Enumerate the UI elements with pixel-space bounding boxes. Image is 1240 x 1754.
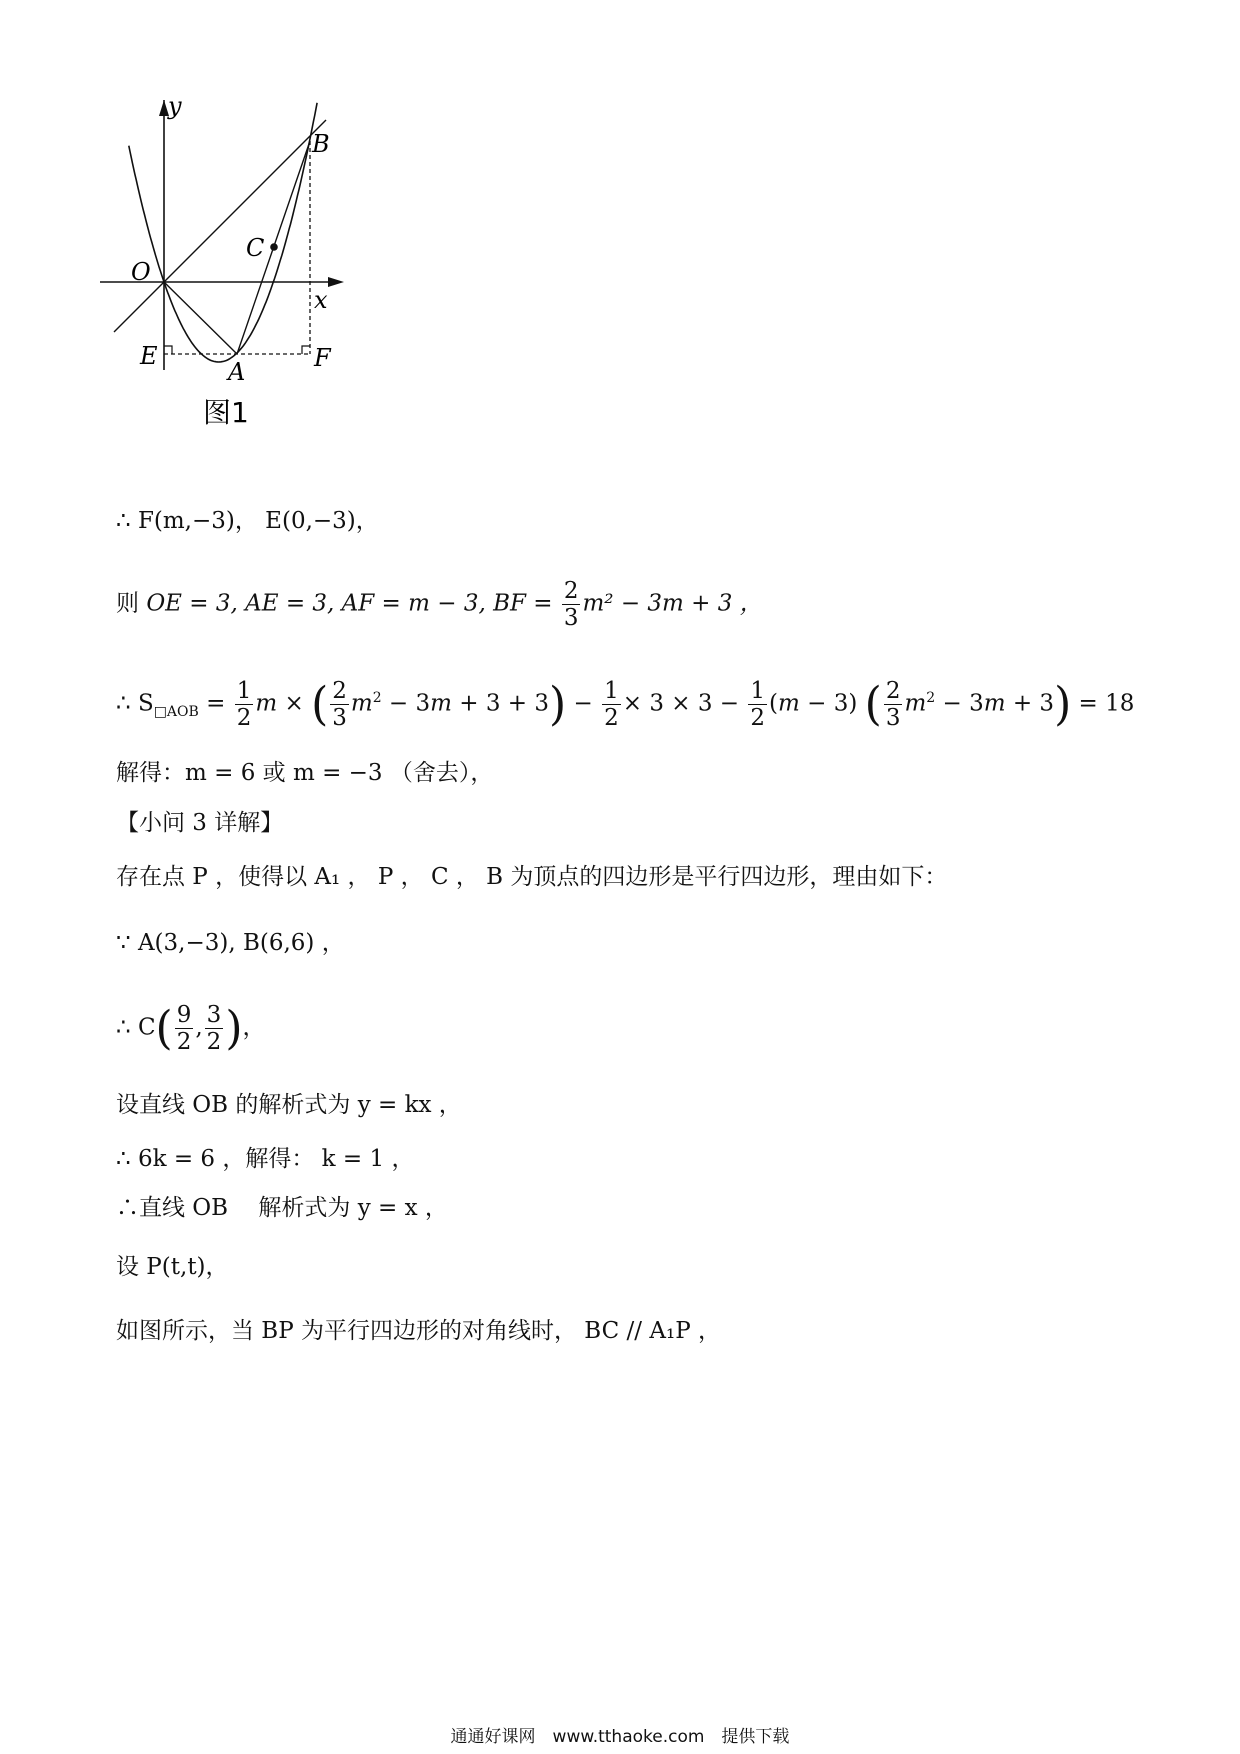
line-lengths-math: OE = 3, AE = 3, AF = m − 3, BF =: [146, 590, 560, 617]
fraction-denominator: 2: [750, 705, 766, 731]
point-e-label: E: [140, 342, 158, 370]
fraction-half: [235, 678, 254, 731]
area-result: = 18: [1078, 690, 1135, 717]
point-b-label: B: [312, 130, 330, 158]
y-axis-label: y: [168, 100, 182, 120]
fraction-denominator: 2: [206, 1029, 222, 1055]
fraction-numerator: 3: [206, 1002, 222, 1028]
line-diagonal-case: 如图所示，当 BP 为平行四边形的对角线时， BC // A₁P ，: [116, 1318, 721, 1344]
point-a-label: A: [228, 358, 246, 386]
line-solve-k: ∴ 6k = 6 ，解得： k = 1 ，: [116, 1146, 415, 1172]
figure-caption: 图1: [203, 396, 249, 429]
area-s-symbol: ∴ S: [116, 690, 154, 717]
fraction-numerator: 1: [604, 678, 619, 704]
fraction-denominator: 3: [563, 605, 579, 631]
fraction-nine-halves: [175, 1002, 194, 1055]
line-ob-expression: ∴直线 OB 解析式为 y = x ，: [116, 1195, 448, 1221]
fraction-half: [748, 678, 767, 731]
fraction-three-halves: [205, 1002, 224, 1055]
fraction-numerator: 2: [563, 578, 579, 604]
line-lengths-suffix: m² − 3m + 3 ，: [582, 590, 763, 617]
fraction-numerator: 9: [176, 1002, 192, 1028]
fraction-half: [602, 678, 621, 731]
line-lengths-prefix: 则: [116, 590, 139, 617]
line-existence-claim: 存在点 P ，使得以 A₁ ， P ， C ， B 为顶点的四边形是平行四边形，理由如下：: [116, 864, 948, 890]
fraction-denominator: 2: [236, 705, 252, 731]
point-f-label: F: [314, 344, 331, 372]
fraction-two-thirds: [884, 678, 903, 731]
figure-1-parabola-diagram: [100, 100, 400, 480]
x-axis-label: x: [314, 286, 328, 314]
line-p-assumption: 设 P(t,t)，: [116, 1254, 229, 1280]
fraction-numerator: 1: [750, 678, 766, 704]
line-f-e-coords: ∴ F(m,−3)， E(0,−3)，: [116, 508, 379, 534]
fraction-numerator: 2: [332, 678, 347, 704]
fraction-two-thirds: [330, 678, 349, 731]
fraction-denominator: 2: [176, 1029, 192, 1055]
line-ob-assumption: 设直线 OB 的解析式为 y = kx ，: [116, 1092, 462, 1118]
fraction-numerator: 2: [885, 678, 901, 704]
line-a-b-coords: ∵ A(3,−3), B(6,6) ，: [116, 930, 345, 956]
area-subscript: □AOB: [153, 704, 199, 721]
point-o-label: O: [131, 258, 151, 286]
line-solve-m: 解得：m = 6 或 m = −3 （舍去），: [116, 760, 494, 786]
fraction-denominator: 2: [604, 705, 619, 731]
c-coords-prefix: ∴ C: [116, 1014, 156, 1041]
fraction-numerator: 1: [236, 678, 252, 704]
fraction-denominator: 3: [332, 705, 347, 731]
fraction-two-thirds: [562, 578, 581, 631]
point-c-label: C: [246, 234, 265, 262]
line-c-coords: ∴ C( $\frac{9}{2}$ , $\frac{3}{2}$ )，: [116, 1001, 266, 1055]
fraction-denominator: 3: [885, 705, 901, 731]
line-area-equation: ∴ $S_{□AOB}$ = $\frac{1}{2}$ m × ( $\frac{2}{3}$ $m^2 - 3m + 3 + 3$) − $\frac{1}{2}$ × 3 × 3 − $\frac{1}{2}$ (m − 3) ( $\frac{2}{3}$ $m^2 - 3m + 3) = 18$: [116, 677, 1135, 731]
line-lengths: [116, 578, 763, 631]
subquestion-3-heading: 【小问 3 详解】: [116, 810, 284, 836]
page-footer: 通通好课网 www.tthaoke.com 提供下载: [450, 1727, 790, 1747]
